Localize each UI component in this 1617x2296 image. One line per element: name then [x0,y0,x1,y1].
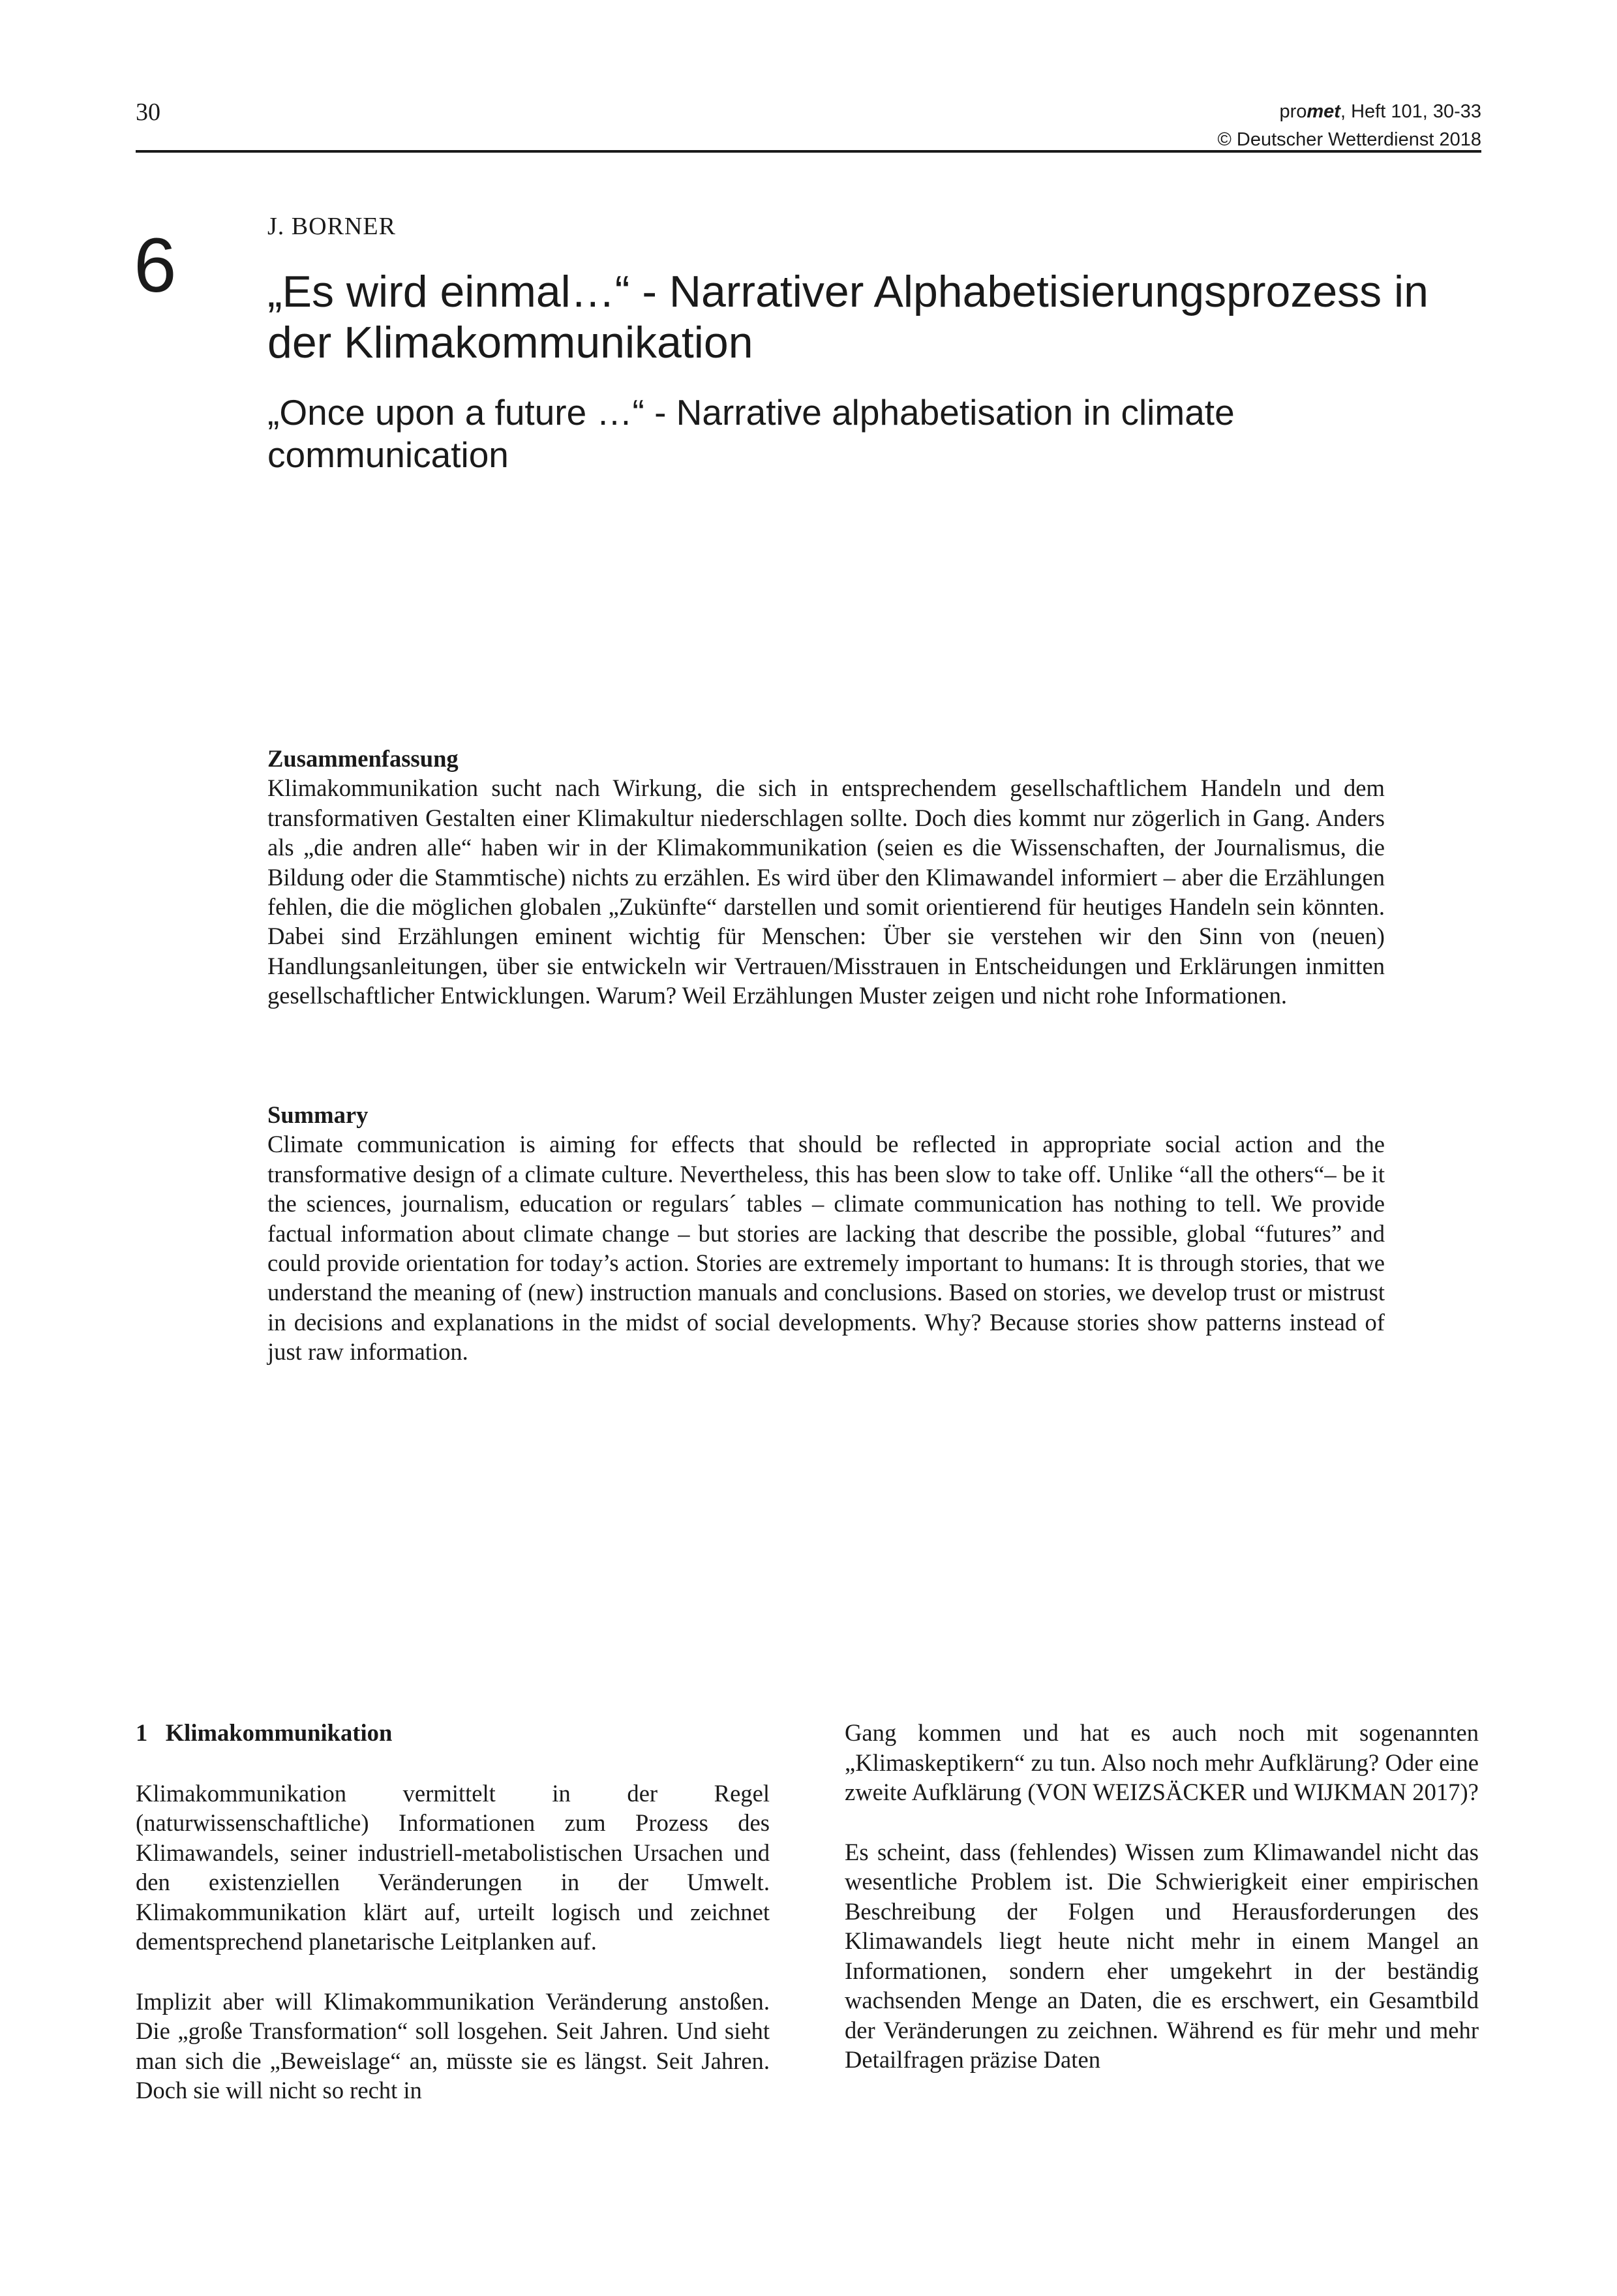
journal-name-prefix: pro [1279,101,1307,122]
body-paragraph: Gang kommen und hat es auch noch mit sogenannten „Klimaskeptikern“ zu tun. Also noch mehr Aufklärung? Oder eine zweite Aufklärung (VON WEIZSÄCKER und WIJKMAN 2017)? [845,1719,1479,1805]
page-number: 30 [136,99,160,126]
body-paragraph: Klimakommunikation vermittelt in der Regel (naturwissenschaftliche) Informationen zum Prozess des Klimawandels, seiner industriell-metabolistischen Ursachen und den existenziellen Veränderungen in der Umwelt. Klimakommunikation klärt auf, urteilt logisch und zeichnet dementsprechend planetarische Leitplanken auf. [136,1779,770,1955]
header-rule [136,150,1481,153]
journal-info [1218,98,1482,154]
abstract-german-heading: Zusammenfassung [267,745,459,772]
abstract-english-text: Climate communication is aiming for effects that should be reflected in appropriate social action and the transformative design of a climate culture. Nevertheless, this has been slow to take off. Unlike “all the others“– be it the sciences, journalism, education or regulars´ tables – climate communication has nothing to tell. We provide factual information about climate change – but stories are lacking that describe the possible, global “futures” and could provide orientation for today’s action. Stories are extremely important to humans: It is through stories, that we understand the meaning of (new) instruction manuals and conclusions. Based on stories, we develop trust or mistrust in decisions and explanations in the midst of social developments. Why? Because stories show patterns instead of just raw information. [267,1131,1385,1366]
copyright-notice: © Deutscher Wetterdienst 2018 [1217,129,1481,150]
abstract-german-text: Klimakommunikation sucht nach Wirkung, die sich in entsprechendem gesellschaftlichem Handeln und dem transformativen Gestalten einer Klimakultur niederschlagen sollte. Doch dies kommt nur zögerlich in Gang. Anders als „die andren alle“ haben wir in der Klimakommunikation (seien es die Wissenschaften, der Journalismus, die Bildung oder die Stammtische) nichts zu erzählen. Es wird über den Klimawandel informiert – aber die Erzählungen fehlen, die die möglichen globalen „Zukünfte“ darstellen und somit orientierend für heutiges Handeln sein könnten. Dabei sind Erzählungen eminent wichtig für Menschen: Über sie verstehen wir den Sinn von (neuen) Handlungsanleitungen, über sie entwickeln wir Vertrauen/Misstrauen in Entscheidungen und Erklärungen inmitten gesellschaftlicher Entwicklungen. Warum? Weil Erzählungen Muster zeigen und nicht rohe Informationen. [267,774,1385,1009]
body-column-left [136,1718,770,2105]
section-heading: 1 Klimakommunikation [136,1719,393,1746]
title-german: „Es wird einmal…“ - Narrativer Alphabetisierungsprozess in der Klimakommunikation [267,267,1428,367]
abstract-english [267,1100,1385,1367]
journal-issue: , Heft 101, 30-33 [1340,101,1481,122]
abstract-english-heading: Summary [267,1101,369,1128]
abstract-german [267,744,1385,1011]
body-column-right [845,1718,1479,2075]
journal-citation [1218,98,1482,126]
journal-name-emphasis: met [1307,101,1340,122]
author: J. BORNER [267,213,396,240]
title-english: „Once upon a future …“ - Narrative alphabetisation in climate communication [267,392,1235,475]
body-paragraph: Es scheint, dass (fehlendes) Wissen zum Klimawandel nicht das wesentliche Problem ist. Die Schwierigkeit einer empirischen Beschreibung der Folgen und Herausforderungen des Klimawandels liegt heute nicht mehr in einem Mangel an Informationen, sondern eher umgekehrt in der beständig wachsenden Menge an Daten, die es erschwert, ein Gesamtbild der Veränderungen zu zeichnen. Während es für mehr und mehr Detailfragen präzise Daten [845,1838,1479,2073]
body-paragraph: Implizit aber will Klimakommunikation Veränderung anstoßen. Die „große Transformation“ soll losgehen. Seit Jahren. Und sieht man sich die „Beweislage“ an, müsste sie es längst. Seit Jahren. Doch sie will nicht so recht in [136,1987,770,2104]
chapter-number: 6 [134,222,177,309]
